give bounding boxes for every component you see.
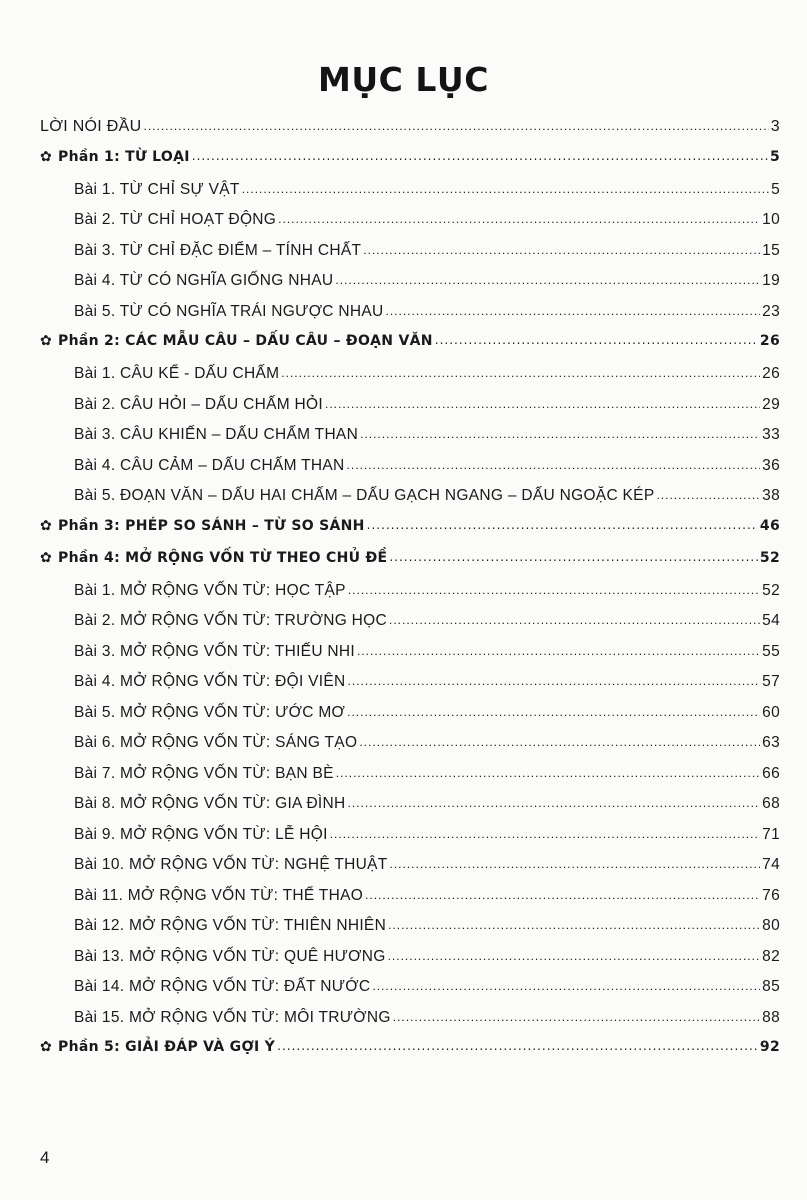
toc-entry-label: Bài 12. MỞ RỘNG VỐN TỪ: THIÊN NHIÊN	[74, 917, 387, 934]
dot-leader	[389, 611, 760, 629]
dot-leader	[388, 947, 761, 965]
toc-entry-page: 57	[762, 673, 780, 690]
toc-entry-label: Bài 5. ĐOẠN VĂN – DẤU HAI CHẤM – DẤU GẠCH NGANG – DẤU NGOẶC KÉP	[74, 487, 655, 504]
toc-entry-label: Bài 3. CÂU KHIẾN – DẤU CHẤM THAN	[74, 426, 359, 443]
dot-leader	[347, 703, 760, 721]
toc-entry-page: 54	[762, 612, 780, 629]
dot-leader	[359, 733, 760, 751]
toc-entry-label: Bài 14. MỞ RỘNG VỐN TỪ: ĐẤT NƯỚC	[74, 978, 371, 995]
toc-entry-page: 29	[762, 395, 780, 413]
toc-entry-page: 23	[762, 302, 780, 320]
toc-entry-label: Bài 9. MỞ RỘNG VỐN TỪ: LỄ HỘI	[74, 825, 328, 843]
toc-entry-label: LỜI NÓI ĐẦU	[40, 118, 142, 135]
dot-leader	[363, 241, 760, 259]
dot-leader	[143, 117, 768, 135]
toc-entry-label: Phần 5: GIẢI ĐÁP VÀ GỢI Ý	[58, 1039, 276, 1055]
table-of-contents	[40, 118, 780, 1071]
toc-entry-page: 5	[771, 180, 780, 198]
toc-entry-page: 26	[762, 365, 780, 382]
toc-entry-page: 19	[762, 272, 780, 289]
toc-lesson-entry	[40, 856, 780, 887]
toc-entry-page: 55	[762, 642, 780, 660]
toc-entry-page: 80	[762, 917, 780, 934]
toc-entry-page: 10	[762, 211, 780, 228]
toc-entry-label: Phần 4: MỞ RỘNG VỐN TỪ THEO CHỦ ĐỀ	[58, 549, 388, 566]
toc-entry-page: 46	[759, 517, 780, 534]
dot-leader	[393, 1008, 760, 1026]
toc-entry-label: Bài 5. MỞ RỘNG VỐN TỪ: ƯỚC MƠ	[74, 703, 346, 721]
toc-front-entry	[40, 118, 780, 149]
dot-leader	[435, 332, 758, 348]
toc-part-entry	[40, 518, 780, 550]
toc-entry-page: 36	[762, 456, 780, 474]
dot-leader	[336, 764, 760, 782]
toc-lesson-entry	[40, 948, 780, 979]
toc-lesson-entry	[40, 917, 780, 948]
toc-entry-label: Bài 4. CÂU CẢM – DẤU CHẤM THAN	[74, 456, 345, 474]
toc-entry-page: 76	[762, 886, 780, 904]
page-title: MỤC LỤC	[318, 60, 489, 99]
dot-leader	[325, 395, 760, 413]
dot-leader	[335, 271, 760, 289]
toc-lesson-entry	[40, 303, 780, 334]
toc-entry-label: Phần 1: TỪ LOẠI	[58, 148, 190, 165]
toc-entry-page: 52	[762, 581, 780, 599]
toc-lesson-entry	[40, 396, 780, 427]
toc-lesson-entry	[40, 272, 780, 303]
toc-lesson-entry	[40, 426, 780, 457]
toc-entry-page: 92	[759, 1039, 780, 1055]
toc-entry-page: 71	[762, 825, 780, 843]
toc-lesson-entry	[40, 211, 780, 242]
dot-leader	[347, 456, 761, 474]
dot-leader	[192, 148, 768, 164]
toc-lesson-entry	[40, 765, 780, 796]
toc-entry-page: 63	[762, 734, 780, 751]
toc-entry-label: Bài 10. MỞ RỘNG VỐN TỪ: NGHỆ THUẬT	[74, 856, 388, 873]
toc-entry-label: Bài 11. MỞ RỘNG VỐN TỪ: THỂ THAO	[74, 886, 364, 904]
dot-leader	[357, 642, 760, 660]
toc-entry-label: Phần 3: PHÉP SO SÁNH – TỪ SO SÁNH	[58, 517, 365, 534]
toc-part-entry	[40, 550, 780, 582]
flower-bullet-icon: ✿	[40, 333, 53, 349]
flower-bullet-icon: ✿	[40, 148, 53, 165]
toc-lesson-entry	[40, 487, 780, 518]
toc-entry-label: Bài 4. TỪ CÓ NGHĨA GIỐNG NHAU	[74, 272, 334, 289]
toc-entry-label: Phần 2: CÁC MẪU CÂU – DẤU CÂU – ĐOẠN VĂN	[58, 333, 433, 349]
dot-leader	[367, 517, 758, 533]
dot-leader	[386, 302, 761, 320]
toc-lesson-entry	[40, 582, 780, 613]
toc-lesson-entry	[40, 612, 780, 643]
toc-part-entry	[40, 333, 780, 365]
flower-bullet-icon: ✿	[40, 549, 53, 566]
toc-lesson-entry	[40, 826, 780, 857]
dot-leader	[281, 364, 760, 382]
toc-part-entry	[40, 149, 780, 181]
toc-entry-page: 82	[762, 947, 780, 965]
toc-entry-label: Bài 8. MỞ RỘNG VỐN TỪ: GIA ĐÌNH	[74, 795, 346, 812]
toc-entry-label: Bài 2. MỞ RỘNG VỐN TỪ: TRƯỜNG HỌC	[74, 612, 387, 629]
toc-entry-label: Bài 6. MỞ RỘNG VỐN TỪ: SÁNG TẠO	[74, 734, 358, 751]
toc-entry-page: 85	[762, 978, 780, 995]
flower-bullet-icon: ✿	[40, 517, 53, 534]
dot-leader	[388, 916, 760, 934]
dot-leader	[389, 855, 760, 873]
dot-leader	[277, 1038, 758, 1054]
toc-lesson-entry	[40, 242, 780, 273]
toc-entry-page: 68	[762, 795, 780, 812]
toc-entry-page: 15	[762, 241, 780, 259]
page-number: 4	[40, 1148, 50, 1167]
toc-entry-label: Bài 2. TỪ CHỈ HOẠT ĐỘNG	[74, 211, 277, 228]
toc-entry-page: 66	[762, 764, 780, 782]
toc-entry-label: Bài 3. MỞ RỘNG VỐN TỪ: THIẾU NHI	[74, 642, 356, 660]
toc-entry-page: 88	[762, 1008, 780, 1026]
toc-entry-page: 74	[762, 856, 780, 873]
dot-leader	[389, 549, 758, 565]
dot-leader	[365, 886, 760, 904]
toc-lesson-entry	[40, 978, 780, 1009]
toc-entry-label: Bài 15. MỞ RỘNG VỐN TỪ: MÔI TRƯỜNG	[74, 1008, 391, 1026]
toc-lesson-entry	[40, 643, 780, 674]
toc-lesson-entry	[40, 365, 780, 396]
toc-entry-label: Bài 3. TỪ CHỈ ĐẶC ĐIỂM – TÍNH CHẤT	[74, 241, 362, 259]
toc-lesson-entry	[40, 887, 780, 918]
toc-lesson-entry	[40, 181, 780, 212]
toc-entry-label: Bài 7. MỞ RỘNG VỐN TỪ: BẠN BÈ	[74, 764, 334, 782]
toc-entry-label: Bài 2. CÂU HỎI – DẤU CHẤM HỎI	[74, 395, 323, 413]
toc-entry-label: Bài 1. TỪ CHỈ SỰ VẬT	[74, 180, 240, 198]
toc-entry-page: 60	[762, 703, 780, 721]
dot-leader	[372, 977, 760, 995]
toc-lesson-entry	[40, 1009, 780, 1040]
toc-entry-page: 5	[769, 148, 780, 165]
dot-leader	[242, 180, 769, 198]
dot-leader	[348, 794, 761, 812]
toc-entry-label: Bài 1. MỞ RỘNG VỐN TỪ: HỌC TẬP	[74, 581, 346, 599]
dot-leader	[656, 486, 760, 504]
dot-leader	[360, 425, 760, 443]
toc-entry-page: 38	[762, 487, 780, 504]
toc-lesson-entry	[40, 673, 780, 704]
dot-leader	[348, 672, 761, 690]
toc-entry-label: Bài 4. MỞ RỘNG VỐN TỪ: ĐỘI VIÊN	[74, 673, 346, 690]
dot-leader	[278, 210, 760, 228]
toc-lesson-entry	[40, 734, 780, 765]
flower-bullet-icon: ✿	[40, 1039, 53, 1055]
toc-entry-page: 26	[759, 333, 780, 349]
dot-leader	[330, 825, 760, 843]
toc-entry-label: Bài 5. TỪ CÓ NGHĨA TRÁI NGƯỢC NHAU	[74, 302, 384, 320]
toc-lesson-entry	[40, 704, 780, 735]
toc-part-entry	[40, 1039, 780, 1071]
toc-entry-page: 33	[762, 426, 780, 443]
toc-entry-page: 52	[759, 549, 780, 566]
toc-entry-page: 3	[770, 118, 780, 135]
toc-lesson-entry	[40, 457, 780, 488]
toc-entry-label: Bài 1. CÂU KỂ - DẤU CHẤM	[74, 365, 280, 382]
dot-leader	[348, 581, 760, 599]
toc-entry-label: Bài 13. MỞ RỘNG VỐN TỪ: QUÊ HƯƠNG	[74, 947, 386, 965]
toc-lesson-entry	[40, 795, 780, 826]
